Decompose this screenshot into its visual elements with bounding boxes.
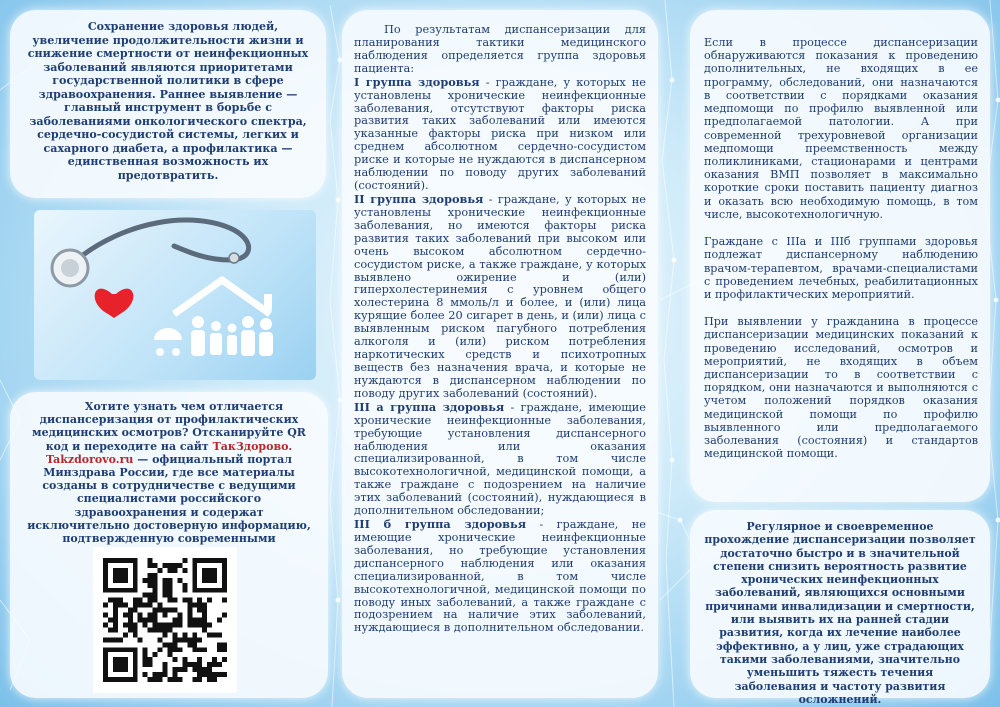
conclusion-text: Регулярное и своевременное прохождение диспансеризации позволяет достаточно быстро и в значительной степени снизить вероятность развитие хронических неинфекционных заболеваний, являющихся основными причинами инвалидизации и смертности, или выявить их на ранней стадии развития, когда их лечение наиболее эффективно, а у лиц, уже страдающих такими заболеваниями, значительно уменьшить тяжесть течения заболевания и частоту развития осложнений. bbox=[704, 520, 976, 706]
group-item bbox=[354, 401, 646, 518]
followup-paragraph: Граждане с IIIа и IIIб группами здоровья подлежат диспансерному наблюдению врачом-терапевтом, врачами-специалистами с проведением лечебных, реабилитационных и профилактических мероприятий. bbox=[704, 235, 978, 301]
group-name: II группа здоровья bbox=[354, 191, 484, 206]
group-description: - граждане, не имеющие хронические неинфекционные заболевания, но требующие установления диспансерного наблюдения или оказания специализированной, в том числе высокотехнологичной, медицинской помощи по поводу иных заболеваний, а также граждане с подозрением на наличие этих заболеваний, нуждающиеся в дополнительном обследовании. bbox=[354, 518, 646, 635]
group-item bbox=[354, 518, 646, 635]
stethoscope-icon bbox=[52, 220, 249, 286]
heart-icon bbox=[95, 289, 134, 318]
group-item bbox=[354, 193, 646, 401]
group-name: III а группа здоровья bbox=[354, 399, 505, 414]
intro-text: Сохранение здоровья людей, увеличение продолжительности жизни и снижение смертности от неинфекционных заболеваний являются приоритетами государственной политики в сфере здравоохранения. Раннее выявление — главный инструмент в борьбе с заболеваниями онкологического спектра, сердечно-сосудистой системы, легких и сахарного диабета, а профилактика — единственная возможность их предотвратить. bbox=[27, 20, 309, 182]
family-house-icon bbox=[154, 280, 273, 356]
intro-card bbox=[10, 10, 326, 198]
medical-indications-paragraph: При выявлении у гражданина в процессе диспансеризации медицинских показаний к проведению исследований, осмотров и мероприятий, не входящих в объем диспансеризации то в соответствии с порядком, они назначаются и выполняются с учетом положений порядков оказания медицинской помощи по профилю выявленного или предполагаемого заболевания (состояния) и стандартов медицинской помощи. bbox=[704, 315, 978, 461]
qr-info-text bbox=[22, 400, 316, 558]
brand-site-name: ТакЗдорово. bbox=[212, 439, 293, 453]
qr-text-before: Хотите узнать чем отличается диспансеризация от профилактических медицинских осмотров? Отсканируйте QR код и переходите на сайт bbox=[32, 400, 306, 453]
group-description: - граждане, имеющие хронические неинфекционные заболевания, требующие установления диспансерного наблюдения или оказания специализированной, в том числе высокотехнологичной, медицинской помощи, а также граждане с подозрением на наличие этих заболеваний (состояний), нуждающиеся в дополнительном обследовании; bbox=[354, 400, 646, 518]
brand-site-link[interactable]: Takzdorovo.ru bbox=[45, 452, 134, 466]
groups-intro: По результатам диспансеризации для планирования тактики медицинского наблюдения определяется группа здоровья пациента: bbox=[354, 23, 646, 75]
additional-exams-card bbox=[690, 10, 990, 502]
qr-code[interactable] bbox=[93, 547, 237, 693]
group-description: - граждане, у которых не установлены хронические неинфекционные заболевания, отсутствуют факторы риска развития таких заболеваний или имеются указанные факторы риска при низком или среднем абсолютном сердечно-сосудистом риске и которые не нуждаются в диспансерном наблюдении по поводу других заболеваний (состояний). bbox=[354, 75, 646, 193]
group-item bbox=[354, 76, 646, 193]
group-description: - граждане, у которых не установлены хронические неинфекционные заболевания, но имеются факторы риска развития таких заболеваний при высоком или очень высоком абсолютном сердечно-сосудистом риске, а также граждане, у которых выявлено ожирение и (или) гиперхолестеринемия с уровнем общего холестерина 8 ммоль/л и более, и (или) лица курящие более 20 сигарет в день, и (или) лица с выявленным риском пагубного потребления алкоголя и (или) риском потребления наркотических средств и психотропных веществ без назначения врача, и которые не нуждаются в диспансерном наблюдении по поводу других заболеваний (состояний). bbox=[354, 192, 646, 400]
additional-exams-paragraph: Если в процессе диспансеризации обнаруживаются показания к проведению дополнительных, не входящих в ее программу, обследований, они назначаются в соответствии с порядками оказания медпомощи по профилю выявленной или предполагаемой патологии. А при современной трехуровневой организации медпомощи преемственность между поликлиниками, стационарами и центрами оказания ВМП позволяет в максимально короткие сроки поставить пациенту диагноз и оказать всю необходимую помощь, в том числе, высокотехнологичную. bbox=[704, 36, 978, 221]
qr-text-after: — официальный портал Минздрава России, где все материалы созданы в сотрудничестве с ведущими специалистами российского здравоохранения и содержат исключительно достоверную информацию, подтвержденную современными bbox=[27, 452, 311, 545]
health-illustration bbox=[34, 210, 316, 380]
conclusion-card bbox=[690, 510, 990, 706]
group-name: III б группа здоровья bbox=[354, 517, 527, 532]
group-name: I группа здоровья bbox=[354, 74, 480, 89]
health-groups-card bbox=[342, 10, 658, 698]
